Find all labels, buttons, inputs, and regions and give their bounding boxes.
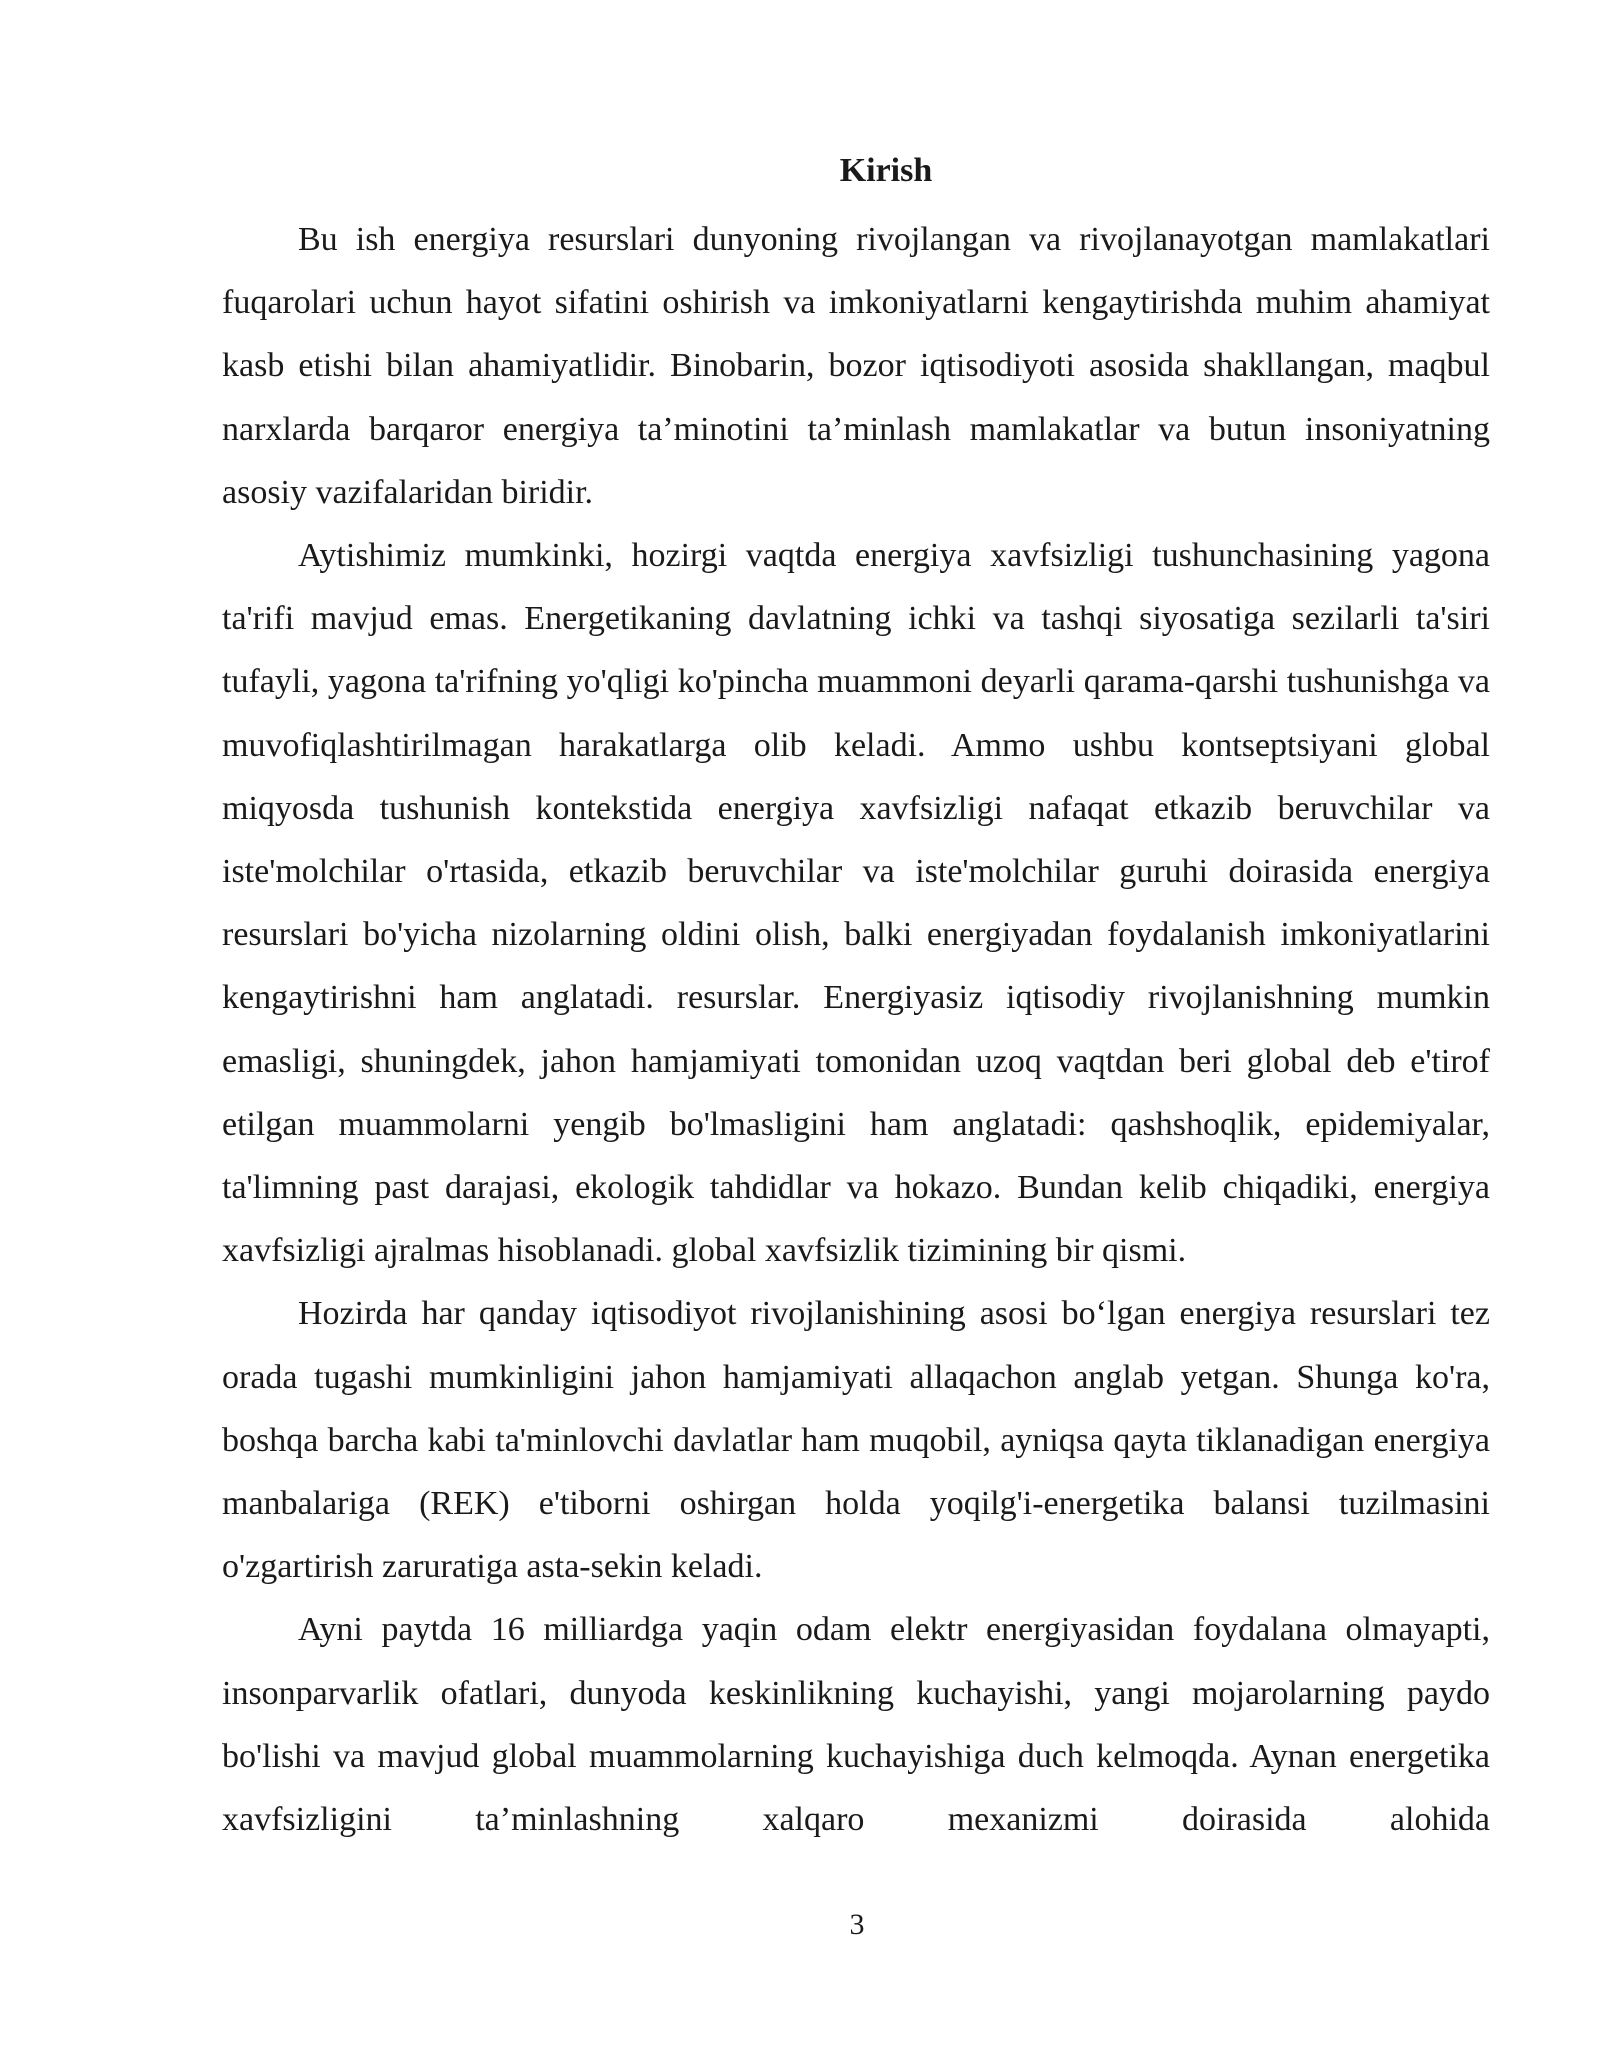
- paragraph-3: Hozirda har qanday iqtisodiyot rivojlanishining asosi bo‘lgan energiya resurslari tez orada tugashi mumkinligini jahon hamjamiyati allaqachon anglab yetgan. Shunga ko'ra, boshqa barcha kabi ta'minlovchi davlatlar ham muqobil, ayniqsa qayta tiklanadigan energiya manbalariga (REK) e'tiborni oshirgan holda yoqilg'i-energetika balansi tuzilmasini o'zgartirish zaruratiga asta-sekin keladi.: [222, 1295, 1490, 1586]
- page-number: 3: [849, 1908, 865, 1941]
- paragraph-1: Bu ish energiya resurslari dunyoning rivojlangan va rivojlanayotgan mamlakatlari fuqarolari uchun hayot sifatini oshirish va imkoniyatlarni kengaytirishda muhim ahamiyat kasb etishi bilan ahamiyatlidir. Binobarin, bozor iqtisodiyoti asosida shakllangan, maqbul narxlarda barqaror energiya ta’minotini ta’minlash mamlakatlar va butun insoniyatning asosiy vazifalaridan biridir.: [222, 221, 1490, 511]
- document-title: Kirish: [839, 152, 933, 189]
- paragraph-4: Ayni paytda 16 milliardga yaqin odam elektr energiyasidan foydalana olmayapti, insonparvarlik ofatlari, dunyoda keskinlikning kuchayishi, yangi mojarolarning paydo bo'lishi va mavjud global muammolarning kuchayishiga duch kelmoqda. Aynan energetika xavfsizligini ta’minlashning xalqaro mexanizmi doirasida alohida: [222, 1611, 1490, 1839]
- document-page: [222, 146, 1490, 1851]
- paragraph-2: Aytishimiz mumkinki, hozirgi vaqtda energiya xavfsizligi tushunchasining yagona ta'rifi mavjud emas. Energetikaning davlatning ichki va tashqi siyosatiga sezilarli ta'siri tufayli, yagona ta'rifning yo'qligi ko'pincha muammoni deyarli qarama-qarshi tushunishga va muvofiqlashtirilmagan harakatlarga olib keladi. Ammo ushbu kontseptsiyani global miqyosda tushunish kontekstida energiya xavfsizligi nafaqat etkazib beruvchilar va iste'molchilar o'rtasida, etkazib beruvchilar va iste'molchilar guruhi doirasida energiya resurslari bo'yicha nizolarning oldini olish, balki energiyadan foydalanish imkoniyatlarini kengaytirishni ham anglatadi. resurslar. Energiyasiz iqtisodiy rivojlanishning mumkin emasligi, shuningdek, jahon hamjamiyati tomonidan uzoq vaqtdan beri global deb e'tirof etilgan muammolarni yengib bo'lmasligini ham anglatadi: qashshoqlik, epidemiyalar, ta'limning past darajasi, ekologik tahdidlar va hokazo. Bundan kelib chiqadiki, energiya xavfsizligi ajralmas hisoblanadi. global xavfsizlik tizimining bir qismi.: [222, 537, 1490, 1270]
